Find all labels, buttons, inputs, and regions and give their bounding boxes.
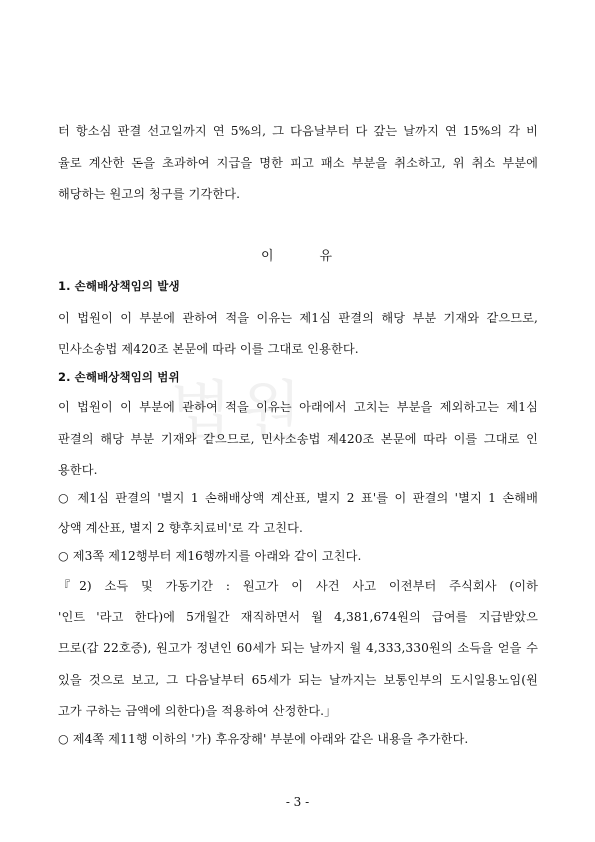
quote-line: 므로(갑 22호증), 원고가 정년인 60세가 되는 날까지 월 4,333,330원의 소득을 얻을 수 (58, 641, 538, 655)
text-line: 이 법원이 이 부분에 관하여 적을 이유는 제1심 판결의 해당 부분 기재와 같으므로, (58, 311, 538, 325)
quote-line: 있을 것으로 보고, 그 다음날부터 65세가 되는 날까지는 보통인부의 도시일용노임(원 (58, 673, 538, 687)
bullet-line: ○ 제1심 판결의 '별지 1 손해배상액 계산표, 별지 2 표'를 이 판결의 '별지 1 손해배 (58, 491, 538, 505)
text-line: 율로 계산한 돈을 초과하여 지급을 명한 피고 패소 부분을 취소하고, 위 취소 부분에 (58, 156, 538, 170)
quote-line: 고가 구하는 금액에 의한다)을 적용하여 산정한다.」 (58, 704, 337, 718)
page-number: - 3 - (285, 795, 310, 809)
text-line: 상액 계산표, 별지 2 향후치료비'로 각 고친다. (58, 521, 303, 535)
quote-line: 『2) 소득 및 가동기간 : 원고가 이 사건 사고 이전부터 주식회사 (이하 (58, 579, 538, 593)
text-line: 민사소송법 제420조 본문에 따라 이를 그대로 인용한다. (58, 342, 359, 356)
page-title (0, 245, 595, 264)
text-line: 이 법원이 이 부분에 관하여 적을 이유는 아래에서 고치는 부분을 제외하고는 제1심 (58, 400, 538, 414)
text-line: 판결의 해당 부분 기재와 같으므로, 민사소송법 제420조 본문에 따라 이를 그대로 인 (58, 432, 538, 446)
section-heading-1: 1. 손해배상책임의 발생 (58, 279, 180, 293)
court-watermark: 법원 (170, 375, 310, 449)
title-right-char: 유 (319, 249, 335, 264)
text-line: 해당하는 원고의 청구를 기각한다. (58, 187, 241, 201)
section-heading-2: 2. 손해배상책임의 범위 (58, 370, 180, 384)
title-left-char: 이 (260, 249, 276, 264)
quote-line: '인트 '라고 한다)에 5개월간 재직하면서 월 4,381,674원의 급여를 지급받았으 (58, 610, 538, 624)
bullet-line: ○ 제3쪽 제12행부터 제16행까지를 아래와 같이 고친다. (58, 549, 362, 563)
bullet-line: ○ 제4쪽 제11행 이하의 '가) 후유장해' 부분에 아래와 같은 내용을 추가한다. (58, 732, 469, 746)
text-line: 용한다. (58, 463, 98, 477)
text-line: 터 항소심 판결 선고일까지 연 5%의, 그 다음날부터 다 갚는 날까지 연 15%의 각 비 (58, 124, 538, 138)
